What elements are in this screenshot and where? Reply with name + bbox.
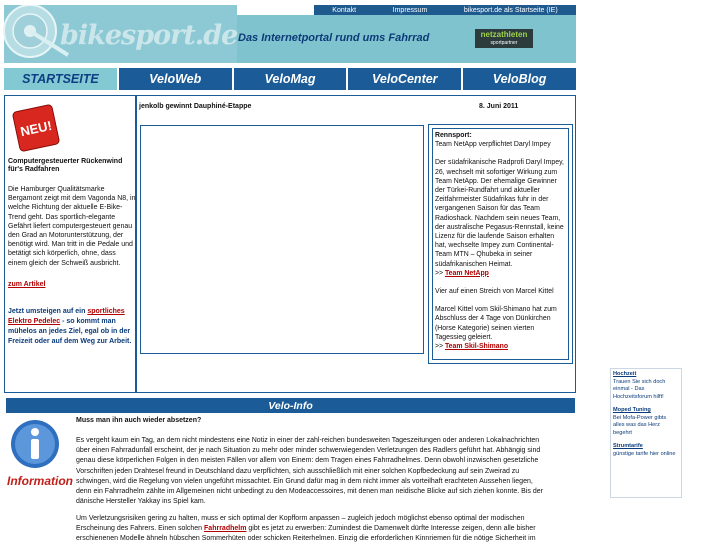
new-badge-icon: [10, 102, 62, 154]
article-p2-post: gibt es jetzt zu erwerben: Zumindest die Damenwelt dürfte Interesse zeigen, denn alle bisher erschienenen Modelle ähneln hübschen Sommerhüten oder schicken Reiterhelmen. Einzig die erforderlichen Kinnriemen für die nötige Sicherheit im: [76, 525, 536, 543]
zum-artikel-link[interactable]: zum Artikel: [8, 281, 46, 288]
tagline: Das Internetportal rund ums Fahrrad: [238, 32, 430, 44]
promo-post: - so kommt man mühelos an jedes Ziel, egal ob in der Freizeit oder auf dem Weg zur Arbeit.: [8, 318, 132, 345]
tab-velocenter[interactable]: VeloCenter: [348, 68, 463, 90]
article-title: Muss man ihn auch wieder absetzen?: [76, 417, 202, 424]
tab-veloweb[interactable]: VeloWeb: [119, 68, 234, 90]
article-p1: Es vergeht kaum ein Tag, an dem nicht mindestens eine Notiz in einer der zahl-reichen bundesweiten Tageszeitungen oder anderen Lokalnachrichten über einen Fahrradunfall erscheint, der je nach Situation zu mehr oder minder schwerwiegenden Verletzungen des Radlers geführt hat. Abhängig sind genau diese körperlichen Folgen in den meisten Fällen vor allem von Einem: dem Tragen eines Fahrradhelmes. Denn obwohl inzwischen gesetzliche Vorschriften jeden Drahtesel freund in Deutschland dazu verpflichten, sich ausschließlich mit einer solchen Kopfbedeckung auf sein Zweirad zu schwingen, wird die Regelung von vielen ungeführt missachtet. Ein Grund dafür mag in dem nicht immer als vorteilhaft erachteten Aussehen liegen, denn ein Fahrradhelm zählte im Allgemeinen nicht unbedingt zu den Modeaccessoires, mit denen man neidische Blicke auf sich ziehen konnte. Bis der dänische Hersteller Yakkay ins Spiel kam.: [76, 437, 543, 506]
top-links-bar: [314, 5, 576, 15]
fahrradhelm-link[interactable]: Fahrradhelm: [204, 525, 247, 533]
link-row-2: [435, 342, 566, 351]
site-logo-text[interactable]: bikesport.de: [60, 20, 238, 51]
ad-sidebar: [610, 368, 682, 498]
impressum-link[interactable]: Impressum: [392, 6, 428, 14]
partner-name: netzathleten: [480, 30, 528, 39]
rennsport-heading: Rennsport:: [435, 132, 472, 139]
link-row-1: [435, 269, 566, 278]
rennsport-inner: [432, 128, 569, 360]
ad-hochzeit-title[interactable]: Hochzeit: [613, 371, 637, 377]
left-promo: [8, 307, 136, 347]
badge-text: NEU!: [19, 117, 54, 140]
tab-veloblog[interactable]: VeloBlog: [463, 68, 576, 90]
ad-moped-desc: Bei Mofa-Power gibts alles was das Herz begehrt: [613, 414, 667, 436]
info-icon: [10, 419, 62, 471]
ad-moped-title[interactable]: Moped Tuning: [613, 407, 651, 413]
rennsport-box: [428, 124, 573, 364]
left-article-title: Computergesteuerter Rückenwind für's Radfahren: [8, 158, 123, 173]
promo-pre: Jetzt umsteigen auf ein: [8, 308, 88, 315]
video-player[interactable]: [140, 125, 424, 354]
velo-info-bar: Velo-Info: [6, 398, 575, 413]
article-p2: [76, 514, 546, 545]
info-label: Information: [7, 474, 73, 488]
rennsport-p3: Marcel Kittel vom Skil-Shimano hat zum Abschluss der 4 Tage von Dünkirchen (Horse Kategorie) seinen vierten Tagessieg geleiert.: [435, 306, 557, 341]
arrow-1: >>: [435, 269, 444, 277]
news-date: 8. Juni 2011: [479, 103, 519, 110]
headline-ticker[interactable]: jenkolb gewinnt Dauphiné-Etappe: [139, 103, 252, 110]
startseite-link[interactable]: bikesport.de als Startseite (IE): [463, 6, 558, 14]
left-article-body: Die Hamburger Qualitätsmarke Bergamont zeigt mit dem Vagonda N8, in welche Richtung der aktuelle E-Bike-Trend geht. Das sportlich-elegante Gefährt liefert computergesteuert genau den Grad an Motorunterstützung, der benötigt wird. Man tritt in die Pedale und betätigt sich körperlich, ohne, dass einem gleich der Schweiß ausbricht.: [8, 186, 136, 267]
partner-sub: sportpartner: [490, 40, 518, 46]
rennsport-p2: Vier auf einen Streich von Marcel Kittel: [435, 288, 554, 296]
pedelec-link[interactable]: sportliches Elektro Pedelec: [8, 308, 125, 325]
main-nav: [4, 68, 576, 90]
team-netapp-link[interactable]: Team NetApp: [444, 269, 489, 277]
ad-strom-desc: günstige tarife hier online: [613, 450, 676, 457]
partner-logo[interactable]: [475, 29, 533, 48]
ad-hochzeit-desc: Trauen Sie sich doch einmal - Das Hochzeitsforum hilft!: [613, 378, 666, 400]
article-p2-pre: Um Verletzungsrisiken gering zu halten, muss er sich optimal der Kopfform anpassen – zugleich jedoch möglichst ebenso optimal der modischen Erscheinung des Fahrers. Einen solchen: [76, 515, 525, 533]
rennsport-p1: Der südafrikanische Radprofi Daryl Impey, 26, wechselt mit sofortiger Wirkung zum Team NetApp. Der ehemalige Gewinner der Türkei-Rundfahrt und aktueller Zeitfahrmeister Südafrikas fuhr in der vergangenen Saison für das Team Radioshack. Nachdem sein neues Team, der australische Pegasus-Rennstall, keine Lizenz für die laufende Saison erhalten hat, wechselte Impey zum Continental-Team MTN – Qhubeka in seiner südafrikanischen Heimat.: [435, 159, 564, 268]
team-skil-link[interactable]: Team Skil-Shimano: [444, 343, 509, 351]
rennsport-sub: Team NetApp verpflichtet Daryl Impey: [435, 141, 551, 149]
kontakt-link[interactable]: Kontakt: [332, 6, 357, 14]
arrow-2: >>: [435, 343, 444, 351]
tab-startseite[interactable]: STARTSEITE: [4, 68, 119, 90]
tab-velomag[interactable]: VeloMag: [234, 68, 349, 90]
ad-strom-title[interactable]: Strumtarife: [613, 443, 643, 449]
